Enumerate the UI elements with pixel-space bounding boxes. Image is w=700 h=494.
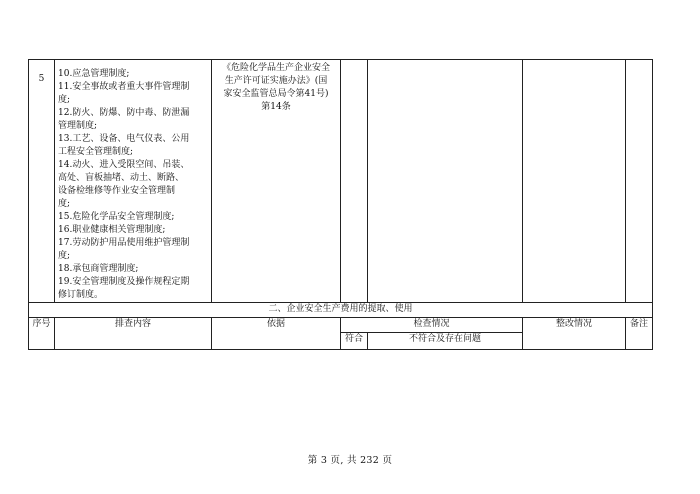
check-content-cell (55, 60, 212, 303)
header-rectification: 整改情况 (523, 318, 626, 350)
content-line: 18.承包商管理制度; (58, 264, 139, 274)
section-row (29, 303, 653, 318)
content-line: 度; (58, 199, 71, 209)
content-line: 11.安全事故或者重大事件管理制 (58, 82, 190, 92)
nonconform-cell (368, 60, 523, 303)
header-basis: 依据 (212, 318, 341, 350)
content-line: 设备检维修等作业安全管理制 (58, 186, 176, 196)
content-line: 14.动火、进入受限空间、吊装、 (58, 160, 190, 170)
content-line: 17.劳动防护用品使用维护管理制 (58, 238, 190, 248)
page-footer: 第 3 页, 共 232 页 (307, 455, 393, 466)
header-content: 排查内容 (55, 318, 212, 350)
remark-cell (626, 60, 653, 303)
content-line: 工程安全管理制度; (58, 147, 134, 157)
header-check-status: 检查情况 (341, 318, 523, 333)
content-line: 高处、盲板抽堵、动土、断路、 (58, 173, 185, 183)
basis-line: 生产许可证实施办法》(国 (224, 76, 328, 86)
row-number-cell: 5 (29, 60, 55, 303)
header-number: 序号 (29, 318, 55, 350)
content-line: 度; (58, 251, 71, 261)
content-line: 16.职业健康相关管理制度; (58, 225, 166, 235)
content-line: 度; (58, 95, 71, 105)
content-line: 10.应急管理制度; (58, 69, 130, 79)
header-nonconform: 不符合及存在问题 (368, 333, 523, 350)
conform-cell (341, 60, 368, 303)
content-line: 19.安全管理制度及操作规程定期 (58, 277, 190, 287)
header-remark: 备注 (626, 318, 653, 350)
header-row (29, 318, 653, 333)
basis-line: 《危险化学品生产企业安全 (221, 63, 330, 73)
content-line: 13.工艺、设备、电气仪表、公用 (58, 134, 190, 144)
header-conform: 符合 (341, 333, 368, 350)
inspection-table (28, 59, 653, 350)
section-title: 二、企业安全生产费用的提取、使用 (29, 303, 653, 318)
table-row (29, 60, 653, 303)
content-line: 15.危险化学品安全管理制度; (58, 212, 175, 222)
content-line: 修订制度。 (58, 290, 104, 300)
basis-line: 家安全监管总局令第41号) (223, 89, 329, 99)
content-line: 12.防火、防爆、防中毒、防泄漏 (58, 108, 190, 118)
content-line: 管理制度; (58, 121, 98, 131)
rectification-cell (523, 60, 626, 303)
basis-cell (212, 60, 341, 303)
basis-line: 第14条 (261, 102, 291, 112)
